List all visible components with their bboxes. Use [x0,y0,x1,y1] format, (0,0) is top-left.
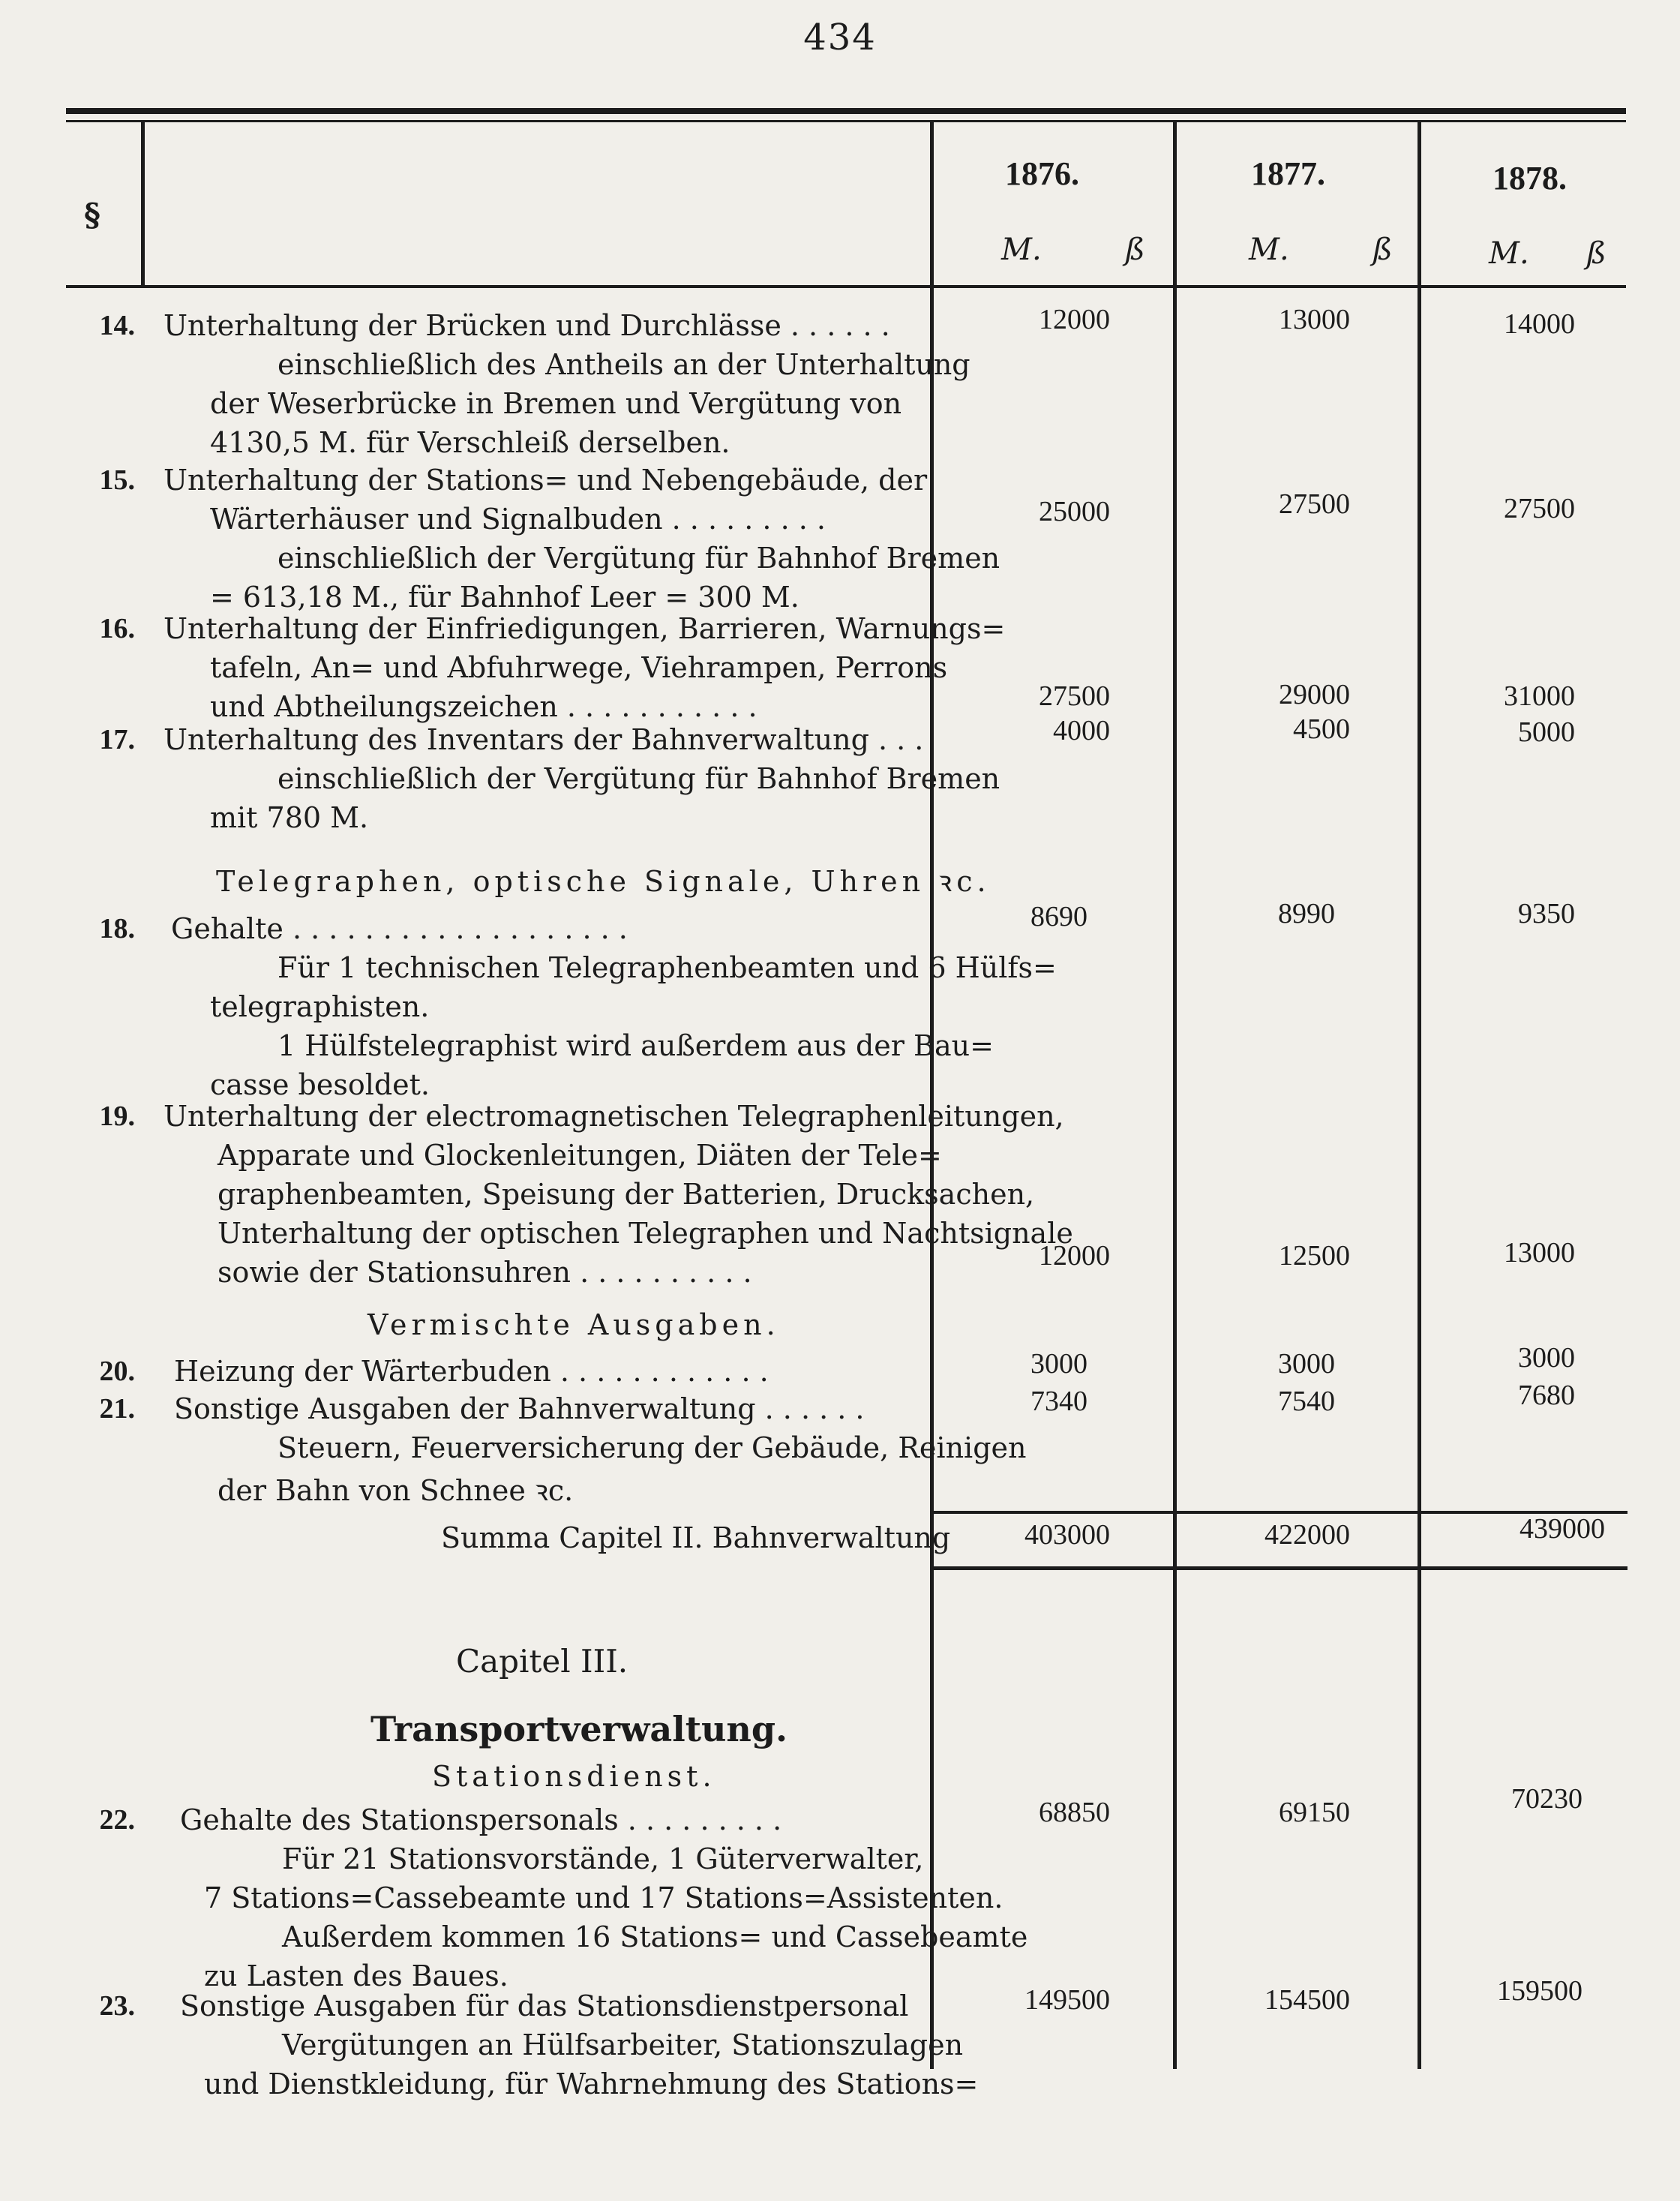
row-22-line-5: zu Lasten des Baues. [204,1959,508,1992]
row-19-line-1: Unterhaltung der electromagnetischen Telegraphenleitungen, [164,1100,1064,1133]
section-heading-vermischte: Vermischte Ausgaben. [368,1308,780,1341]
row-16-1877: 29000 [1279,679,1350,710]
row-22-line-1: Gehalte des Stationspersonals . . . . . . . . . [180,1803,782,1836]
row-14-line-1: Unterhaltung der Brücken und Durchlässe . . . . . . [164,309,890,342]
row-19-line-4: Unterhaltung der optischen Telegraphen und Nachtsignale [218,1217,1073,1250]
col-rule-section [141,120,145,287]
row-18-line-3: telegraphisten. [210,990,430,1023]
col-rule-1877 [1173,120,1177,2069]
row-23-line-1: Sonstige Ausgaben für das Stationsdienstpersonal [180,1989,909,2022]
row-16-line-1: Unterhaltung der Einfriedigungen, Barrieren, Warnungs= [164,612,1006,645]
row-17-line-1: Unterhaltung des Inventars der Bahnverwaltung . . . [164,723,924,756]
summa-1876: 403000 [1024,1519,1110,1551]
header-top-rule-thin [66,120,1626,122]
section-number-20: 20. [99,1356,135,1387]
row-21-line-2: Steuern, Feuerversicherung der Gebäude, Reinigen [278,1431,1027,1464]
header-year-1878: 1878. [1492,160,1567,197]
row-18-1877: 8990 [1278,898,1335,929]
col-rule-1876 [930,120,934,2069]
header-bottom-rule [66,285,1626,288]
section-number-15: 15. [99,464,135,496]
row-21-line-3: der Bahn von Schnee ꝛc. [218,1474,574,1507]
header-sub-1876: ß [1125,233,1145,267]
section-number-19: 19. [99,1100,135,1132]
row-23-line-3: und Dienstkleidung, für Wahrnehmung des Stations= [204,2067,979,2100]
row-18-1876: 8690 [1030,901,1088,932]
row-17-1876: 4000 [1053,715,1110,746]
section-number-21: 21. [99,1393,135,1425]
summa-label: Summa Capitel II. Bahnverwaltung [441,1521,951,1554]
header-sub-1878: ß [1586,236,1606,271]
row-22-1877: 69150 [1279,1797,1350,1828]
section-number-17: 17. [99,724,135,755]
row-18-line-1: Gehalte . . . . . . . . . . . . . . . . . . . [171,912,628,945]
row-16-1878: 31000 [1504,680,1575,712]
row-17-line-3: mit 780 M. [210,801,369,834]
row-17-line-2: einschließlich der Vergütung für Bahnhof Bremen [278,762,1000,795]
row-23-1876: 149500 [1024,1984,1110,2016]
section-number-16: 16. [99,613,135,644]
sum-bottom-rule [930,1566,1628,1570]
row-22-line-4: Außerdem kommen 16 Stations= und Cassebeamte [282,1920,1028,1953]
section-number-23: 23. [99,1990,135,2022]
row-16-1876: 27500 [1039,680,1110,712]
header-top-rule [66,108,1626,114]
header-section-symbol: § [84,197,100,233]
row-21-1877: 7540 [1278,1386,1335,1417]
row-16-line-2: tafeln, An= und Abfuhrwege, Viehrampen, Perrons [210,651,948,684]
chapter-subtitle: Transportverwaltung. [370,1709,788,1749]
header-unit-1876: M. [1001,233,1042,267]
row-19-line-3: graphenbeamten, Speisung der Batterien, Drucksachen, [218,1178,1035,1211]
row-22-line-2: Für 21 Stationsvorstände, 1 Güterverwalter, [282,1842,924,1875]
chapter-title: Capitel III. [456,1643,628,1680]
row-16-line-3: und Abtheilungszeichen . . . . . . . . . . . [210,690,758,723]
row-21-line-1: Sonstige Ausgaben der Bahnverwaltung . . . . . . [174,1392,865,1425]
page-number: 434 [803,17,877,59]
row-14-1878: 14000 [1504,308,1575,340]
row-20-1877: 3000 [1278,1348,1335,1380]
summa-1878: 439000 [1520,1513,1605,1545]
row-15-1876: 25000 [1039,496,1110,527]
header-sub-1877: ß [1372,233,1393,267]
row-19-1878: 13000 [1504,1237,1575,1269]
row-15-line-2: Wärterhäuser und Signalbuden . . . . . . . . . [210,503,826,536]
row-20-line-1: Heizung der Wärterbuden . . . . . . . . . . . . [174,1355,769,1388]
row-15-1877: 27500 [1279,488,1350,520]
row-18-1878: 9350 [1518,898,1575,929]
header-year-1876: 1876. [1005,155,1079,192]
section-number-18: 18. [99,913,135,944]
row-17-1878: 5000 [1518,716,1575,748]
row-14-line-3: der Weserbrücke in Bremen und Vergütung von [210,387,902,420]
section-number-14: 14. [99,310,135,341]
section-number-22: 22. [99,1804,135,1836]
row-17-1877: 4500 [1293,713,1350,745]
row-18-line-2: Für 1 technischen Telegraphenbeamten und 6 Hülfs= [278,951,1057,984]
row-14-1877: 13000 [1279,304,1350,335]
row-15-line-4: = 613,18 M., für Bahnhof Leer = 300 M. [210,581,800,614]
row-23-1878: 159500 [1497,1975,1582,2007]
chapter-subhead: Stationsdienst. [432,1760,716,1793]
row-21-1876: 7340 [1030,1386,1088,1417]
row-14-line-2: einschließlich des Antheils an der Unterhaltung [278,348,970,381]
section-heading-telegraphen: Telegraphen, optische Signale, Uhren ꝛc. [216,865,991,898]
row-15-1878: 27500 [1504,493,1575,524]
row-22-1878: 70230 [1511,1783,1582,1815]
row-19-1876: 12000 [1039,1240,1110,1272]
row-19-line-5: sowie der Stationsuhren . . . . . . . . . . [218,1256,752,1289]
row-20-1878: 3000 [1518,1342,1575,1374]
row-14-1876: 12000 [1039,304,1110,335]
row-23-1877: 154500 [1264,1984,1350,2016]
row-15-line-1: Unterhaltung der Stations= und Nebengebäude, der [164,464,928,497]
row-20-1876: 3000 [1030,1348,1088,1380]
row-18-line-5: casse besoldet. [210,1068,430,1101]
row-18-line-4: 1 Hülfstelegraphist wird außerdem aus der Bau= [278,1029,994,1062]
row-22-1876: 68850 [1039,1797,1110,1828]
row-23-line-2: Vergütungen an Hülfsarbeiter, Stationszulagen [282,2028,964,2061]
header-unit-1877: M. [1249,233,1289,267]
header-year-1877: 1877. [1251,155,1325,192]
row-19-line-2: Apparate und Glockenleitungen, Diäten der Tele= [218,1139,942,1172]
row-19-1877: 12500 [1279,1240,1350,1272]
row-21-1878: 7680 [1518,1380,1575,1411]
col-rule-1878 [1418,120,1421,2069]
row-22-line-3: 7 Stations=Cassebeamte und 17 Stations=Assistenten. [204,1881,1004,1914]
summa-1877: 422000 [1264,1519,1350,1551]
row-15-line-3: einschließlich der Vergütung für Bahnhof Bremen [278,542,1000,575]
row-14-line-4: 4130,5 M. für Verschleiß derselben. [210,426,730,459]
header-unit-1878: M. [1489,236,1529,271]
